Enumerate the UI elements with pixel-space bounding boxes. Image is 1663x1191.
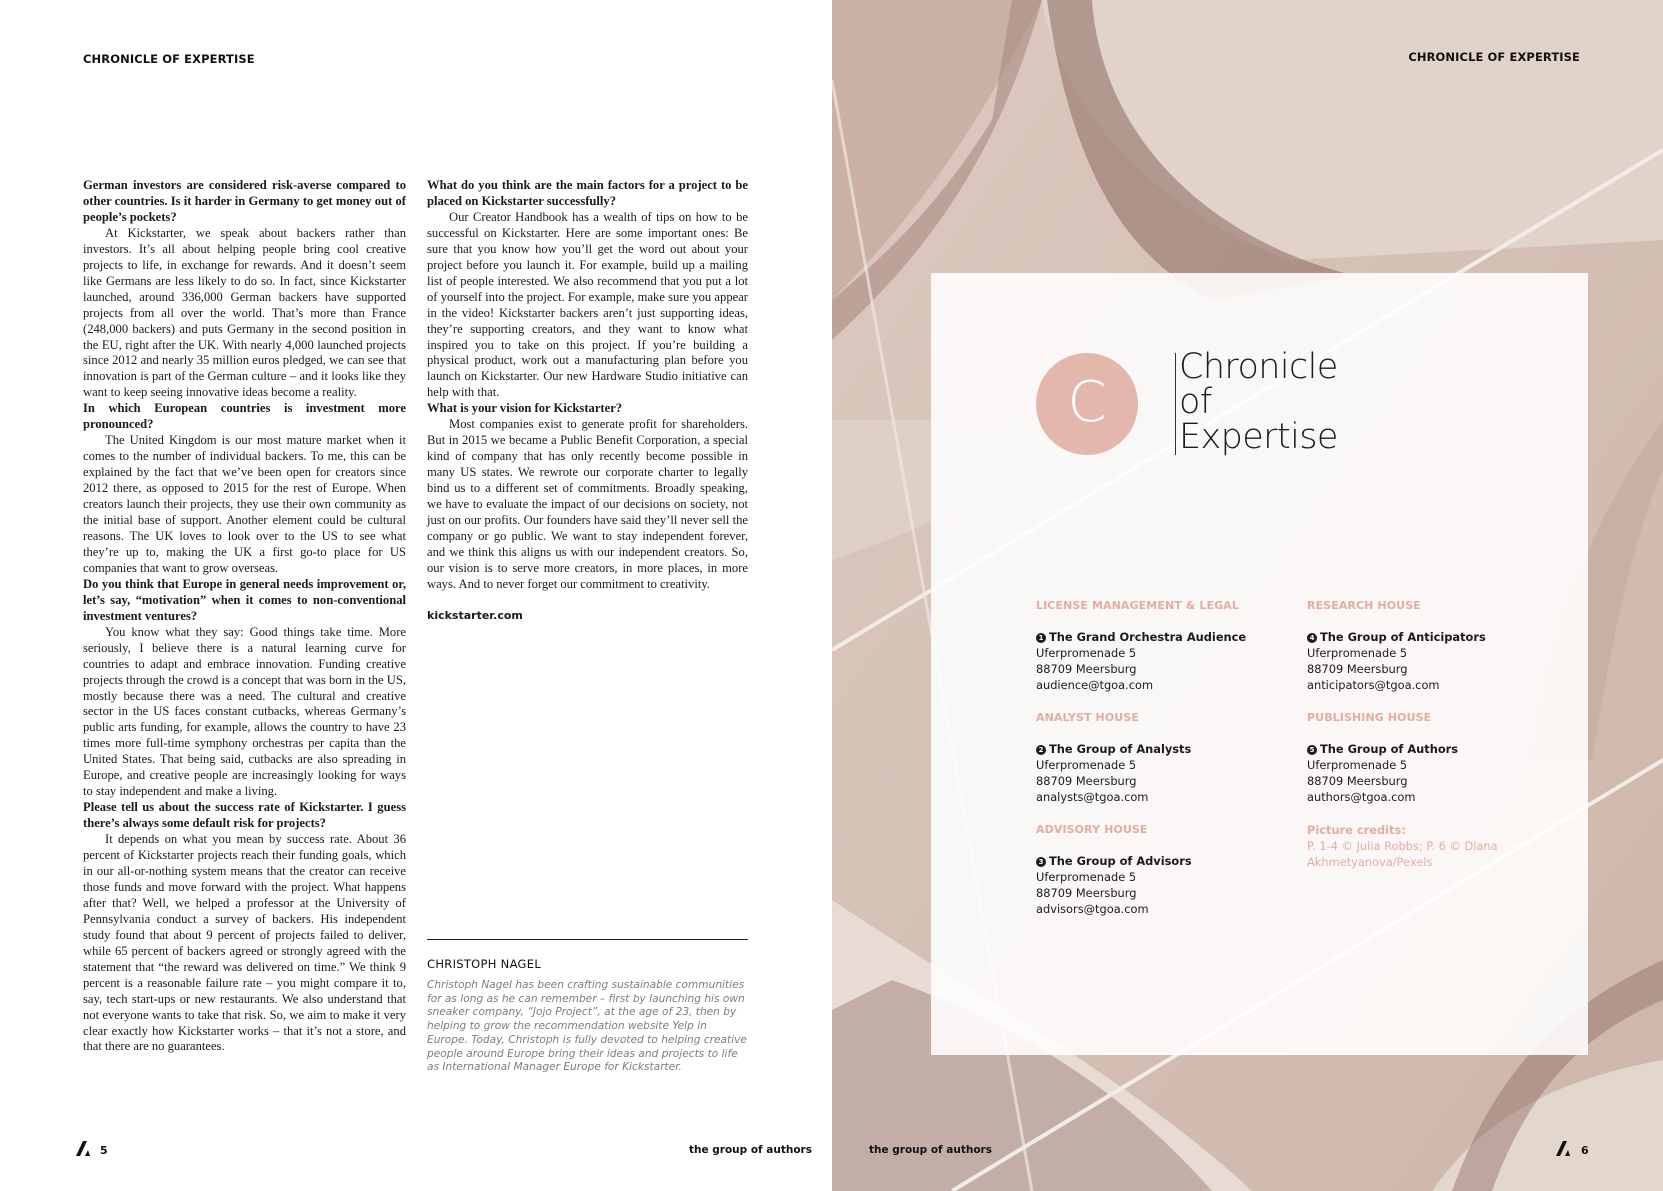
running-head: CHRONICLE OF EXPERTISE — [1408, 50, 1580, 64]
directory-column-left — [1036, 598, 1296, 934]
picture-credits — [1307, 822, 1567, 870]
interview-question: In which European countries is investment more pronounced? — [83, 401, 406, 432]
article-column-2 — [427, 178, 748, 624]
city: 88709 Meersburg — [1307, 662, 1408, 676]
house-name: ADVISORY HOUSE — [1036, 823, 1148, 836]
running-head: CHRONICLE OF EXPERTISE — [83, 52, 255, 66]
directory-entry — [1036, 710, 1296, 805]
street: Uferpromenade 5 — [1307, 646, 1408, 660]
footer-text: the group of authors — [869, 1144, 992, 1156]
org-name — [1307, 629, 1567, 645]
brand-title — [1175, 347, 1375, 457]
brand-logo-letter: C — [1067, 370, 1107, 435]
interview-answer: The United Kingdom is our most mature market when it comes to the number of individual backers. To me, this can be explained by the fact that we’ve been open for creators since 2012 there, as opposed to 2015 for the rest of Europe. When creators launch their projects, they use their own community as the initial base of support. Another element could be cultural reasons. The UK loves to look over to the US to see what they’re up to, making the UK a first go-to place for US companies that want to grow overseas. — [83, 433, 406, 575]
email-link[interactable]: audience@tgoa.com — [1036, 678, 1154, 692]
directory-entry — [1307, 710, 1567, 805]
interview-answer: At Kickstarter, we speak about backers rather than investors. It’s all about helping people bring cool creative projects to life, in exchange for rewards. And it doesn’t seem like Germans are less likely to do so. In fact, since Kickstarter launched, around 336,000 German backers have supported projects from all over the world. That’s more than France (248,000 backers) and puts Germany in the second position in the EU, right after the UK. With nearly 4,000 launched projects since 2012 and nearly 35 million euros pledged, we can see that innovation is part of the German culture – and it looks like they want to keep seeing innovative ideas become a reality. — [83, 225, 406, 400]
email-link[interactable]: anticipators@tgoa.com — [1307, 678, 1440, 692]
footer-text: the group of authors — [689, 1144, 812, 1156]
email-link[interactable]: analysts@tgoa.com — [1036, 790, 1149, 804]
number-badge-icon: 1 — [1036, 633, 1046, 643]
street: Uferpromenade 5 — [1036, 870, 1137, 884]
house-name: RESEARCH HOUSE — [1307, 599, 1421, 612]
city: 88709 Meersburg — [1036, 774, 1137, 788]
article-column-1 — [83, 178, 406, 1055]
org-name-text: The Grand Orchestra Audience — [1049, 630, 1247, 644]
credits-label: Picture credits: — [1307, 823, 1406, 837]
interview-question: What do you think are the main factors for a project to be placed on Kickstarter successfully? — [427, 178, 748, 208]
right-page — [832, 0, 1663, 1191]
number-badge-icon: 3 — [1036, 857, 1046, 867]
masthead-panel — [931, 273, 1588, 1055]
org-name-text: The Group of Analysts — [1049, 742, 1192, 756]
org-name-text: The Group of Advisors — [1049, 854, 1192, 868]
org-name-text: The Group of Anticipators — [1320, 630, 1486, 644]
house-name: PUBLISHING HOUSE — [1307, 711, 1432, 724]
bio-text: Christoph Nagel has been crafting sustainable communities for as long as he can remember – first by launching his own sneaker company, “Jojo Project”, at the age of 23, then by helping to grow the recommendation website Yelp in Europe. Today, Christoph is fully devoted to helping creative people around Europe bring their ideas and projects to life as International Manager Europe for Kickstarter. — [427, 979, 747, 1074]
interview-question: What is your vision for Kickstarter? — [427, 401, 623, 416]
interview-answer: Our Creator Handbook has a wealth of tips on how to be successful on Kickstarter. Here are some important ones: Be sure that you know how you’ll get the word out about your project before you launch it. For example, build up a mailing list of people interested. We also recommend that you put a lot of yourself into the project. For example, make sure you appear in the video! Kickstarter backers aren’t just supporting ideas, they’re supporting creators, and they want to know what inspired you to take on this project. If you’re building a physical product, work out a manufacturing plan before you launch on Kickstarter. Our new Hardware Studio initiative can help with that. — [427, 209, 748, 400]
brand-title-line: Expertise — [1179, 417, 1338, 457]
email-link[interactable]: advisors@tgoa.com — [1036, 902, 1149, 916]
bio-name: CHRISTOPH NAGEL — [427, 957, 542, 971]
interview-answer: You know what they say: Good things take time. More seriously, I believe there is a natural learning curve for countries to adapt and embrace innovation. Funding creative projects through the crowd is a concept that was born in the US, mostly because there was a need. The cultural and creative sector in the US faces constant cutbacks, whereas Germany’s public arts funding, for example, allows the country to have 23 times more full-time symphony orchestras per capita than the United States. That being said, cutbacks are also spreading in Europe, and creative people are increasingly looking for ways to stay independent and make a living. — [83, 624, 406, 799]
org-name — [1036, 853, 1296, 869]
brand-title-line: Chronicle — [1179, 347, 1338, 387]
street: Uferpromenade 5 — [1307, 758, 1408, 772]
org-name-text: The Group of Authors — [1320, 742, 1459, 756]
city: 88709 Meersburg — [1307, 774, 1408, 788]
city: 88709 Meersburg — [1036, 886, 1137, 900]
interview-question: Do you think that Europe in general needs improvement or, let’s say, “motivation” when it comes to non-conventional investment ventures? — [83, 576, 406, 623]
directory-column-right — [1307, 598, 1567, 887]
email-link[interactable]: authors@tgoa.com — [1307, 790, 1416, 804]
number-badge-icon: 5 — [1307, 745, 1317, 755]
interview-answer: It depends on what you mean by success rate. About 36 percent of Kickstarter projects reach their funding goals, which in our all-or-nothing system means that the creator can receive those funds and move forward with the project. What happens after that? Well, we helped a professor at the University of Pennsylvania conduct a survey of backers. His independent study found that about 9 percent of projects failed to deliver, while 65 percent of backers agreed or strongly agreed with the statement that “the reward was delivered on time.” We think 9 percent is a reasonable failure rate – you might compare it to, say, tech start-ups or new restaurants. We also understand that not everyone wants to take that risk. So, we aim to make it very clear exactly how Kickstarter works – that it’s not a store, and that there are no guarantees. — [83, 832, 406, 1054]
publisher-logo-icon — [1555, 1141, 1571, 1156]
org-name — [1036, 741, 1296, 757]
directory-entry — [1307, 598, 1567, 693]
number-badge-icon: 4 — [1307, 633, 1317, 643]
brand-title-line: of — [1179, 382, 1212, 422]
interview-question: German investors are considered risk-averse compared to other countries. Is it harder in Germany to get money out of people’s pockets? — [83, 178, 406, 224]
publisher-logo-icon — [75, 1141, 91, 1156]
house-name: ANALYST HOUSE — [1036, 711, 1139, 724]
website-link[interactable]: kickstarter.com — [427, 608, 523, 622]
interview-question: Please tell us about the success rate of Kickstarter. I guess there’s always some default risk for projects? — [83, 800, 406, 831]
org-name — [1036, 629, 1296, 645]
org-name — [1307, 741, 1567, 757]
page-number: 6 — [1581, 1144, 1589, 1157]
street: Uferpromenade 5 — [1036, 646, 1137, 660]
directory-entry — [1036, 822, 1296, 917]
bio-divider — [427, 939, 748, 940]
city: 88709 Meersburg — [1036, 662, 1137, 676]
credits-text: P. 1-4 © Julia Robbs; P. 6 © Diana Akhmetyanova/Pexels — [1307, 839, 1498, 869]
number-badge-icon: 2 — [1036, 745, 1046, 755]
page-number: 5 — [100, 1144, 108, 1157]
house-name: LICENSE MANAGEMENT & LEGAL — [1036, 599, 1239, 612]
interview-answer: Most companies exist to generate profit for shareholders. But in 2015 we became a Public Benefit Corporation, a special kind of company that has only recently become possible in many US states. We rewrote our corporate charter to legally bind us to a different set of commitments. Broadly speaking, we have to evaluate the impact of our decisions on society, not just on our profits. Our founders have said they’ll never sell the company or go public. We want to stay independent forever, and we think this aligns us with our independent creators. So, our vision is to serve more creators, in more places, in more ways. And to never forget our commitment to creativity. — [427, 417, 748, 591]
directory-entry — [1036, 598, 1296, 693]
brand-logo — [1036, 353, 1138, 455]
street: Uferpromenade 5 — [1036, 758, 1137, 772]
